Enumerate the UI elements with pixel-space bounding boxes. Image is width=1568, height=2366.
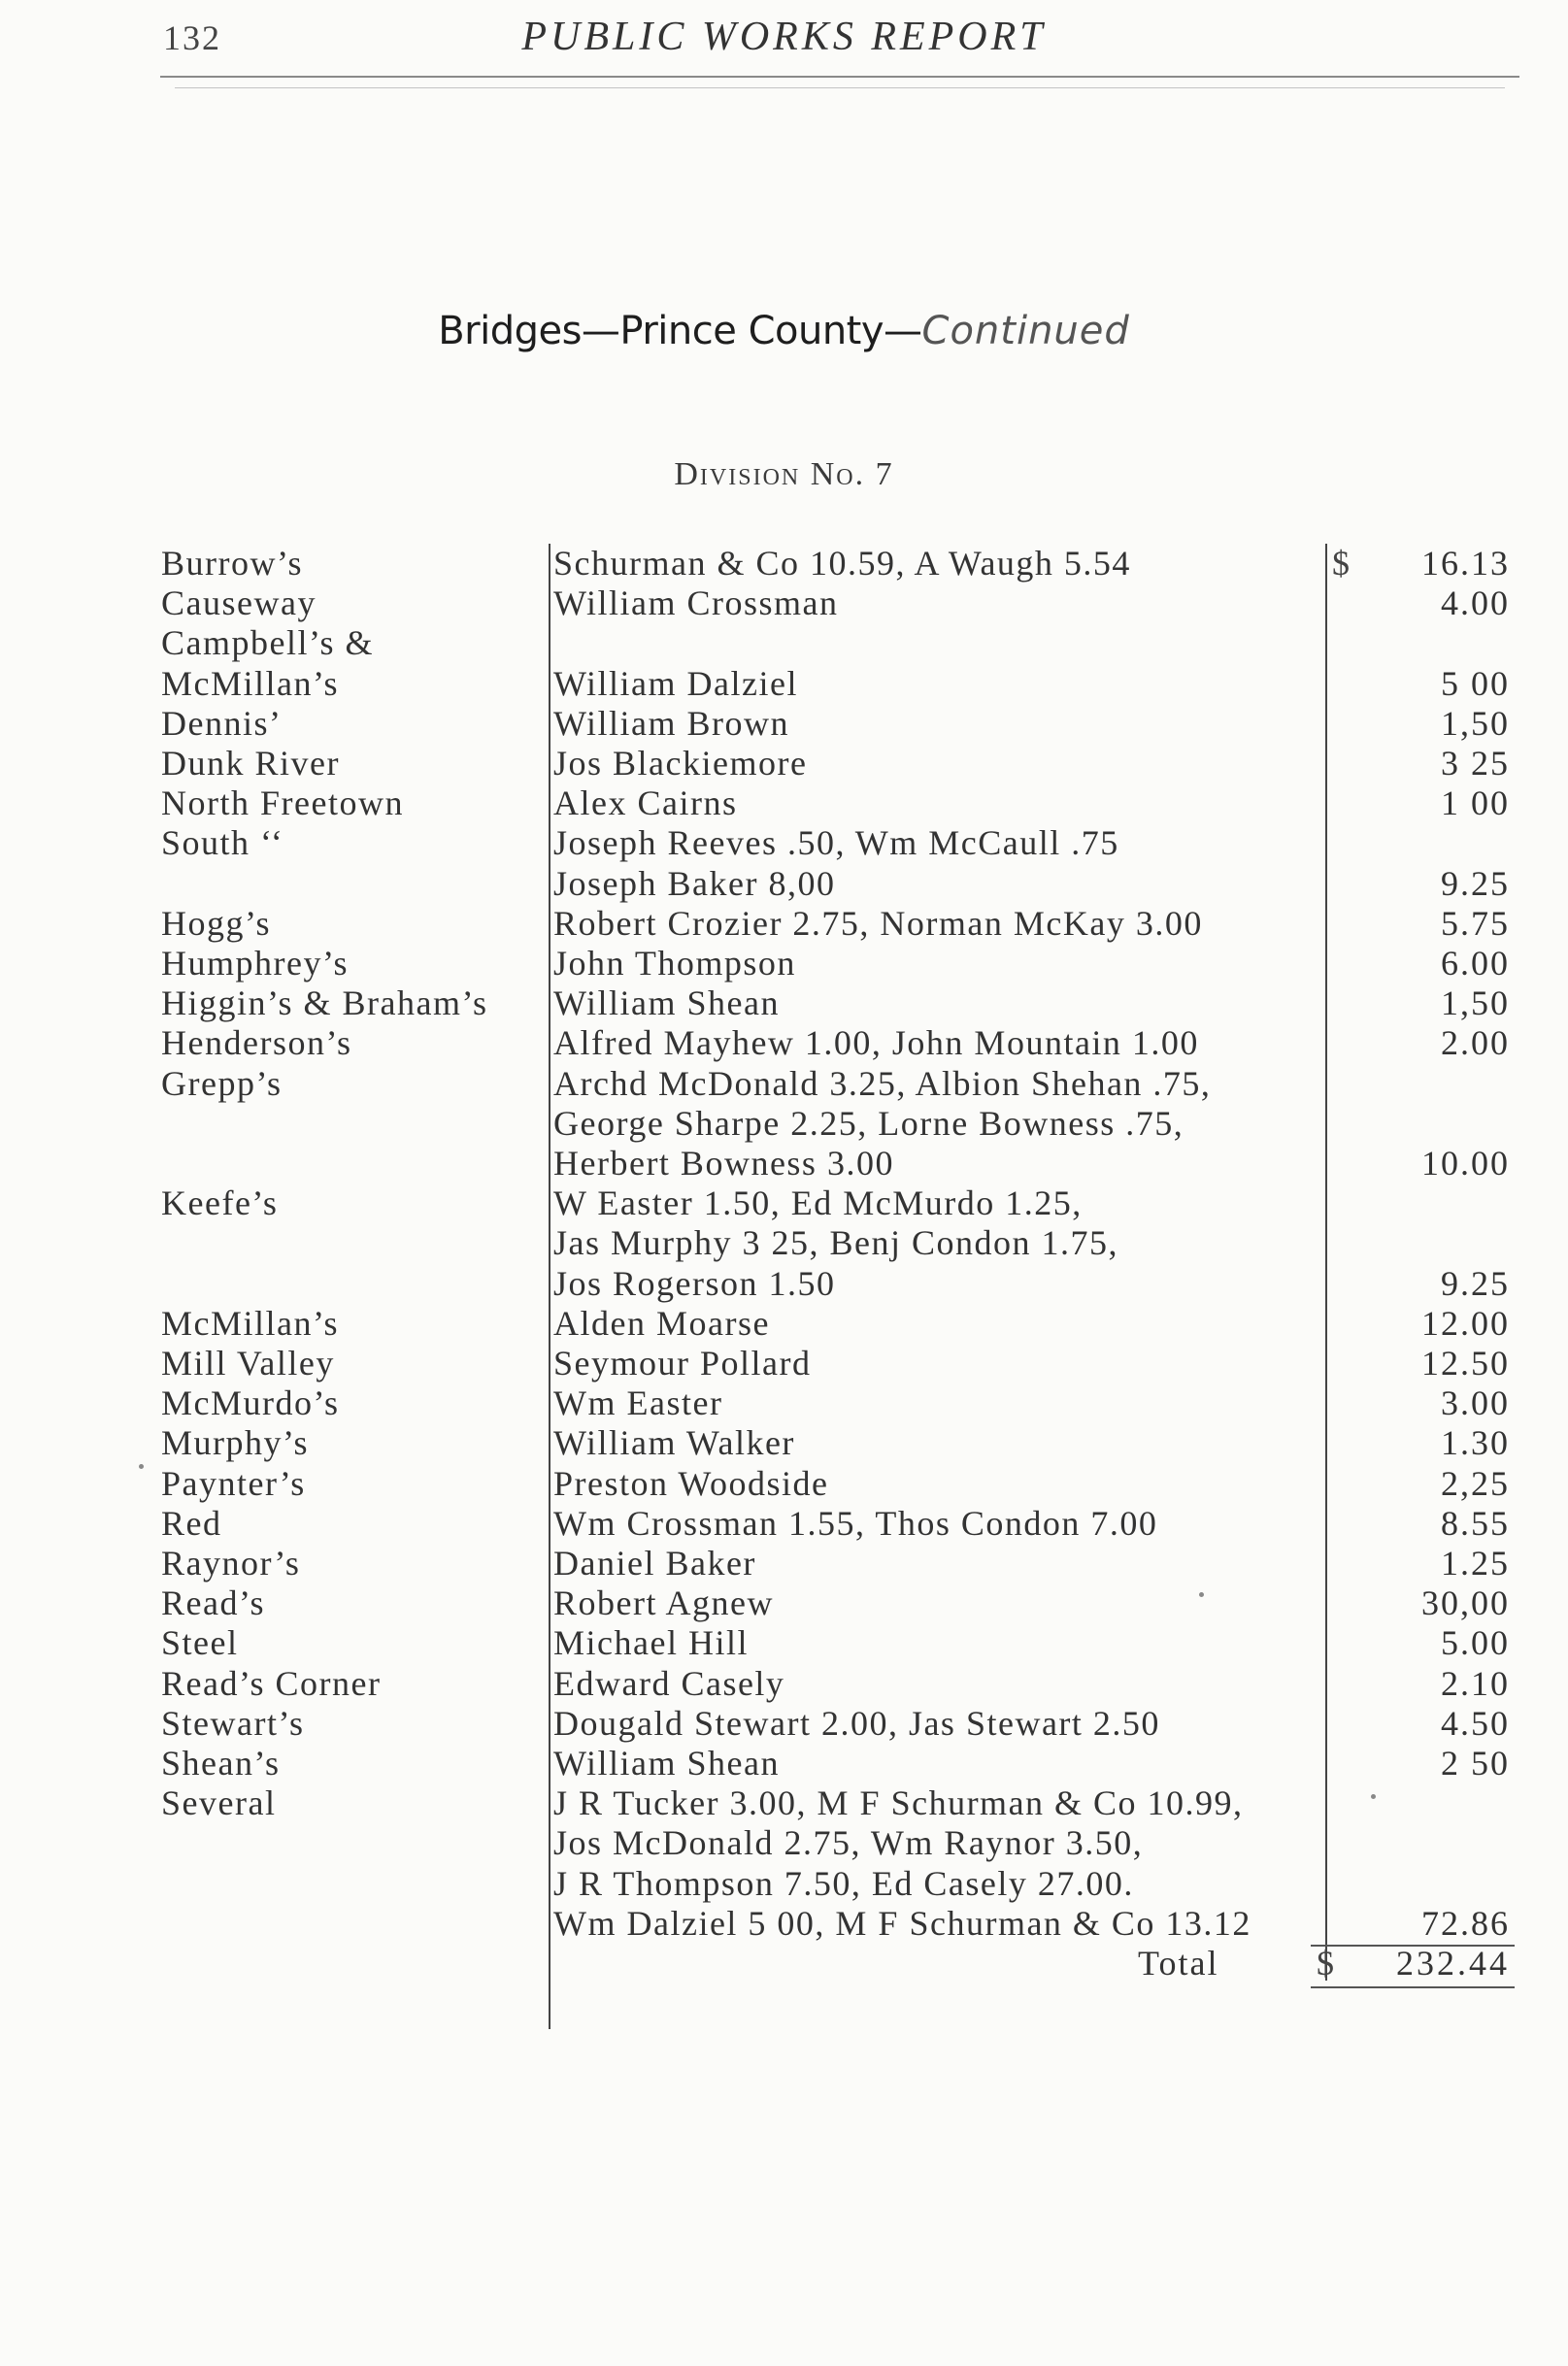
- table-row: [0, 583, 1568, 623]
- section-title-main: Bridges—Prince County—: [438, 309, 922, 353]
- table-row: [0, 1904, 1568, 1944]
- total-label: Total: [1138, 1944, 1219, 1983]
- worker-entry: Schurman & Co 10.59, A Waugh 5.54: [553, 544, 1131, 583]
- page-header: [0, 8, 1568, 66]
- worker-entry: Jos McDonald 2.75, Wm Raynor 3.50,: [553, 1823, 1144, 1863]
- worker-entry: William Shean: [553, 1744, 781, 1783]
- worker-entry: Wm Dalziel 5 00, M F Schurman & Co 13.12: [553, 1903, 1251, 1943]
- print-speck: [139, 1464, 144, 1469]
- worker-entry: Jas Murphy 3 25, Benj Condon 1.75,: [553, 1223, 1118, 1263]
- amount: 2 50: [1441, 1744, 1510, 1783]
- table-row: [0, 1464, 1568, 1504]
- total-dollar-sign: $: [1317, 1944, 1334, 1983]
- bridge-name: McMurdo’s: [161, 1383, 340, 1423]
- total-amount: 232.44: [1396, 1944, 1510, 1983]
- bridge-name: Causeway: [161, 583, 317, 623]
- bridge-name: Several: [161, 1783, 277, 1823]
- table-row: [0, 1223, 1568, 1263]
- section-title-continued: Continued: [921, 309, 1130, 353]
- table-row: [0, 1144, 1568, 1183]
- table-row: [0, 1304, 1568, 1344]
- amount: 5 00: [1441, 663, 1510, 703]
- bridge-name: South ‘‘: [161, 823, 284, 863]
- bridge-name: Keefe’s: [161, 1183, 279, 1223]
- division-heading: Division No. 7: [674, 456, 894, 492]
- table-row: [0, 1064, 1568, 1104]
- bridge-name: Read’s: [161, 1583, 265, 1623]
- amount: 10.00: [1421, 1144, 1510, 1183]
- amount: 3 25: [1441, 744, 1510, 783]
- bridge-name: Humphrey’s: [161, 944, 349, 983]
- worker-entry: Jos Rogerson 1.50: [553, 1263, 836, 1303]
- worker-entry: John Thompson: [553, 944, 796, 983]
- table-row: [0, 1423, 1568, 1463]
- table-row: [0, 1383, 1568, 1423]
- table-row: [0, 744, 1568, 783]
- print-speck: [1371, 1794, 1376, 1799]
- header-rule: [160, 76, 1519, 78]
- page-number: 132: [163, 18, 221, 57]
- worker-entry: J R Thompson 7.50, Ed Casely 27.00.: [553, 1863, 1134, 1903]
- bridge-name: Hogg’s: [161, 903, 272, 943]
- table-row: [0, 664, 1568, 704]
- table-row: [0, 783, 1568, 823]
- worker-entry: Seymour Pollard: [553, 1344, 812, 1383]
- bridge-name: Campbell’s &: [161, 623, 374, 663]
- amount: 16.13: [1421, 544, 1510, 583]
- worker-entry: Joseph Reeves .50, Wm McCaull .75: [553, 823, 1119, 863]
- bridge-name: Henderson’s: [161, 1023, 352, 1063]
- bridge-name: McMillan’s: [161, 663, 339, 703]
- bridge-name: Red: [161, 1503, 222, 1543]
- worker-entry: Preston Woodside: [553, 1463, 829, 1503]
- table-row: [0, 1704, 1568, 1744]
- running-title: PUBLIC WORKS REPORT: [521, 15, 1047, 59]
- worker-entry: Robert Crozier 2.75, Norman McKay 3.00: [553, 903, 1203, 943]
- worker-entry: Edward Casely: [553, 1663, 785, 1703]
- header-rule-thin: [175, 87, 1505, 88]
- amount: 4.50: [1441, 1703, 1510, 1743]
- table-row: [0, 704, 1568, 744]
- table-row: [0, 1583, 1568, 1623]
- amount: 5.75: [1441, 903, 1510, 943]
- worker-entry: Jos Blackiemore: [553, 744, 808, 783]
- table-row: [0, 1104, 1568, 1144]
- total-rule-bottom: [1311, 1986, 1515, 1988]
- worker-entry: William Crossman: [553, 583, 839, 623]
- table-row: [0, 1744, 1568, 1783]
- table-row: [0, 1183, 1568, 1223]
- total-row: [0, 1942, 1568, 1984]
- table-row: [0, 904, 1568, 944]
- worker-entry: Joseph Baker 8,00: [553, 863, 836, 903]
- worker-entry: Wm Easter: [553, 1383, 723, 1423]
- table-row: [0, 823, 1568, 863]
- amount: 9.25: [1441, 863, 1510, 903]
- bridge-name: Stewart’s: [161, 1703, 305, 1743]
- amount: 1.30: [1441, 1423, 1510, 1463]
- bridge-name: Mill Valley: [161, 1344, 335, 1383]
- amount: 2.10: [1441, 1663, 1510, 1703]
- table-row: [0, 1823, 1568, 1863]
- bridge-name: North Freetown: [161, 783, 404, 823]
- worker-entry: William Shean: [553, 983, 781, 1023]
- section-title: [0, 309, 1568, 353]
- worker-entry: George Sharpe 2.25, Lorne Bowness .75,: [553, 1103, 1184, 1143]
- table-row: [0, 1344, 1568, 1383]
- table-row: [0, 544, 1568, 583]
- bridge-name: Raynor’s: [161, 1544, 301, 1583]
- bridge-name: Grepp’s: [161, 1063, 283, 1103]
- table-row: [0, 1664, 1568, 1704]
- table-row: [0, 1264, 1568, 1304]
- amount: 12.00: [1421, 1303, 1510, 1343]
- amount: 2,25: [1441, 1463, 1510, 1503]
- worker-entry: Robert Agnew: [553, 1583, 774, 1623]
- worker-entry: W Easter 1.50, Ed McMurdo 1.25,: [553, 1183, 1083, 1223]
- worker-entry: Wm Crossman 1.55, Thos Condon 7.00: [553, 1503, 1158, 1543]
- table-row: [0, 983, 1568, 1023]
- amount: 2.00: [1441, 1023, 1510, 1063]
- dollar-sign: $: [1332, 544, 1350, 583]
- bridge-name: Higgin’s & Braham’s: [161, 983, 488, 1023]
- worker-entry: William Brown: [553, 703, 790, 743]
- bridge-name: Murphy’s: [161, 1423, 310, 1463]
- worker-entry: Michael Hill: [553, 1623, 749, 1663]
- amount: 12.50: [1421, 1344, 1510, 1383]
- bridge-name: Shean’s: [161, 1744, 281, 1783]
- amount: 8.55: [1441, 1503, 1510, 1543]
- worker-entry: Alden Moarse: [553, 1303, 770, 1343]
- amount: 1,50: [1441, 983, 1510, 1023]
- bridge-name: Steel: [161, 1623, 239, 1663]
- worker-entry: Alex Cairns: [553, 783, 738, 823]
- amount: 6.00: [1441, 944, 1510, 983]
- worker-entry: Daniel Baker: [553, 1544, 756, 1583]
- worker-entry: William Dalziel: [553, 663, 798, 703]
- amount: 30,00: [1421, 1583, 1510, 1623]
- bridge-name: Burrow’s: [161, 544, 303, 583]
- table-row: [0, 1783, 1568, 1823]
- amount: 1,50: [1441, 703, 1510, 743]
- table-row: [0, 944, 1568, 983]
- amount: 4.00: [1441, 583, 1510, 623]
- table-row: [0, 1504, 1568, 1544]
- worker-entry: Alfred Mayhew 1.00, John Mountain 1.00: [553, 1023, 1199, 1063]
- worker-entry: Archd McDonald 3.25, Albion Shehan .75,: [553, 1063, 1212, 1103]
- amount: 5.00: [1441, 1623, 1510, 1663]
- worker-entry: J R Tucker 3.00, M F Schurman & Co 10.99,: [553, 1783, 1244, 1823]
- worker-entry: William Walker: [553, 1423, 795, 1463]
- amount: 72.86: [1421, 1903, 1510, 1943]
- worker-entry: Herbert Bowness 3.00: [553, 1144, 894, 1183]
- bridge-name: McMillan’s: [161, 1303, 339, 1343]
- table-row: [0, 623, 1568, 663]
- table-row: [0, 1544, 1568, 1583]
- amount: 9.25: [1441, 1263, 1510, 1303]
- table-row: [0, 1023, 1568, 1063]
- bridge-name: Dennis’: [161, 703, 283, 743]
- table-row: [0, 1864, 1568, 1904]
- table-row: [0, 1623, 1568, 1663]
- amount: 1.25: [1441, 1544, 1510, 1583]
- table-row: [0, 864, 1568, 904]
- amount: 1 00: [1441, 783, 1510, 823]
- amount: 3.00: [1441, 1383, 1510, 1423]
- bridge-name: Dunk River: [161, 744, 340, 783]
- bridge-name: Read’s Corner: [161, 1663, 382, 1703]
- print-speck: [1199, 1592, 1204, 1597]
- bridge-name: Paynter’s: [161, 1463, 306, 1503]
- worker-entry: Dougald Stewart 2.00, Jas Stewart 2.50: [553, 1703, 1160, 1743]
